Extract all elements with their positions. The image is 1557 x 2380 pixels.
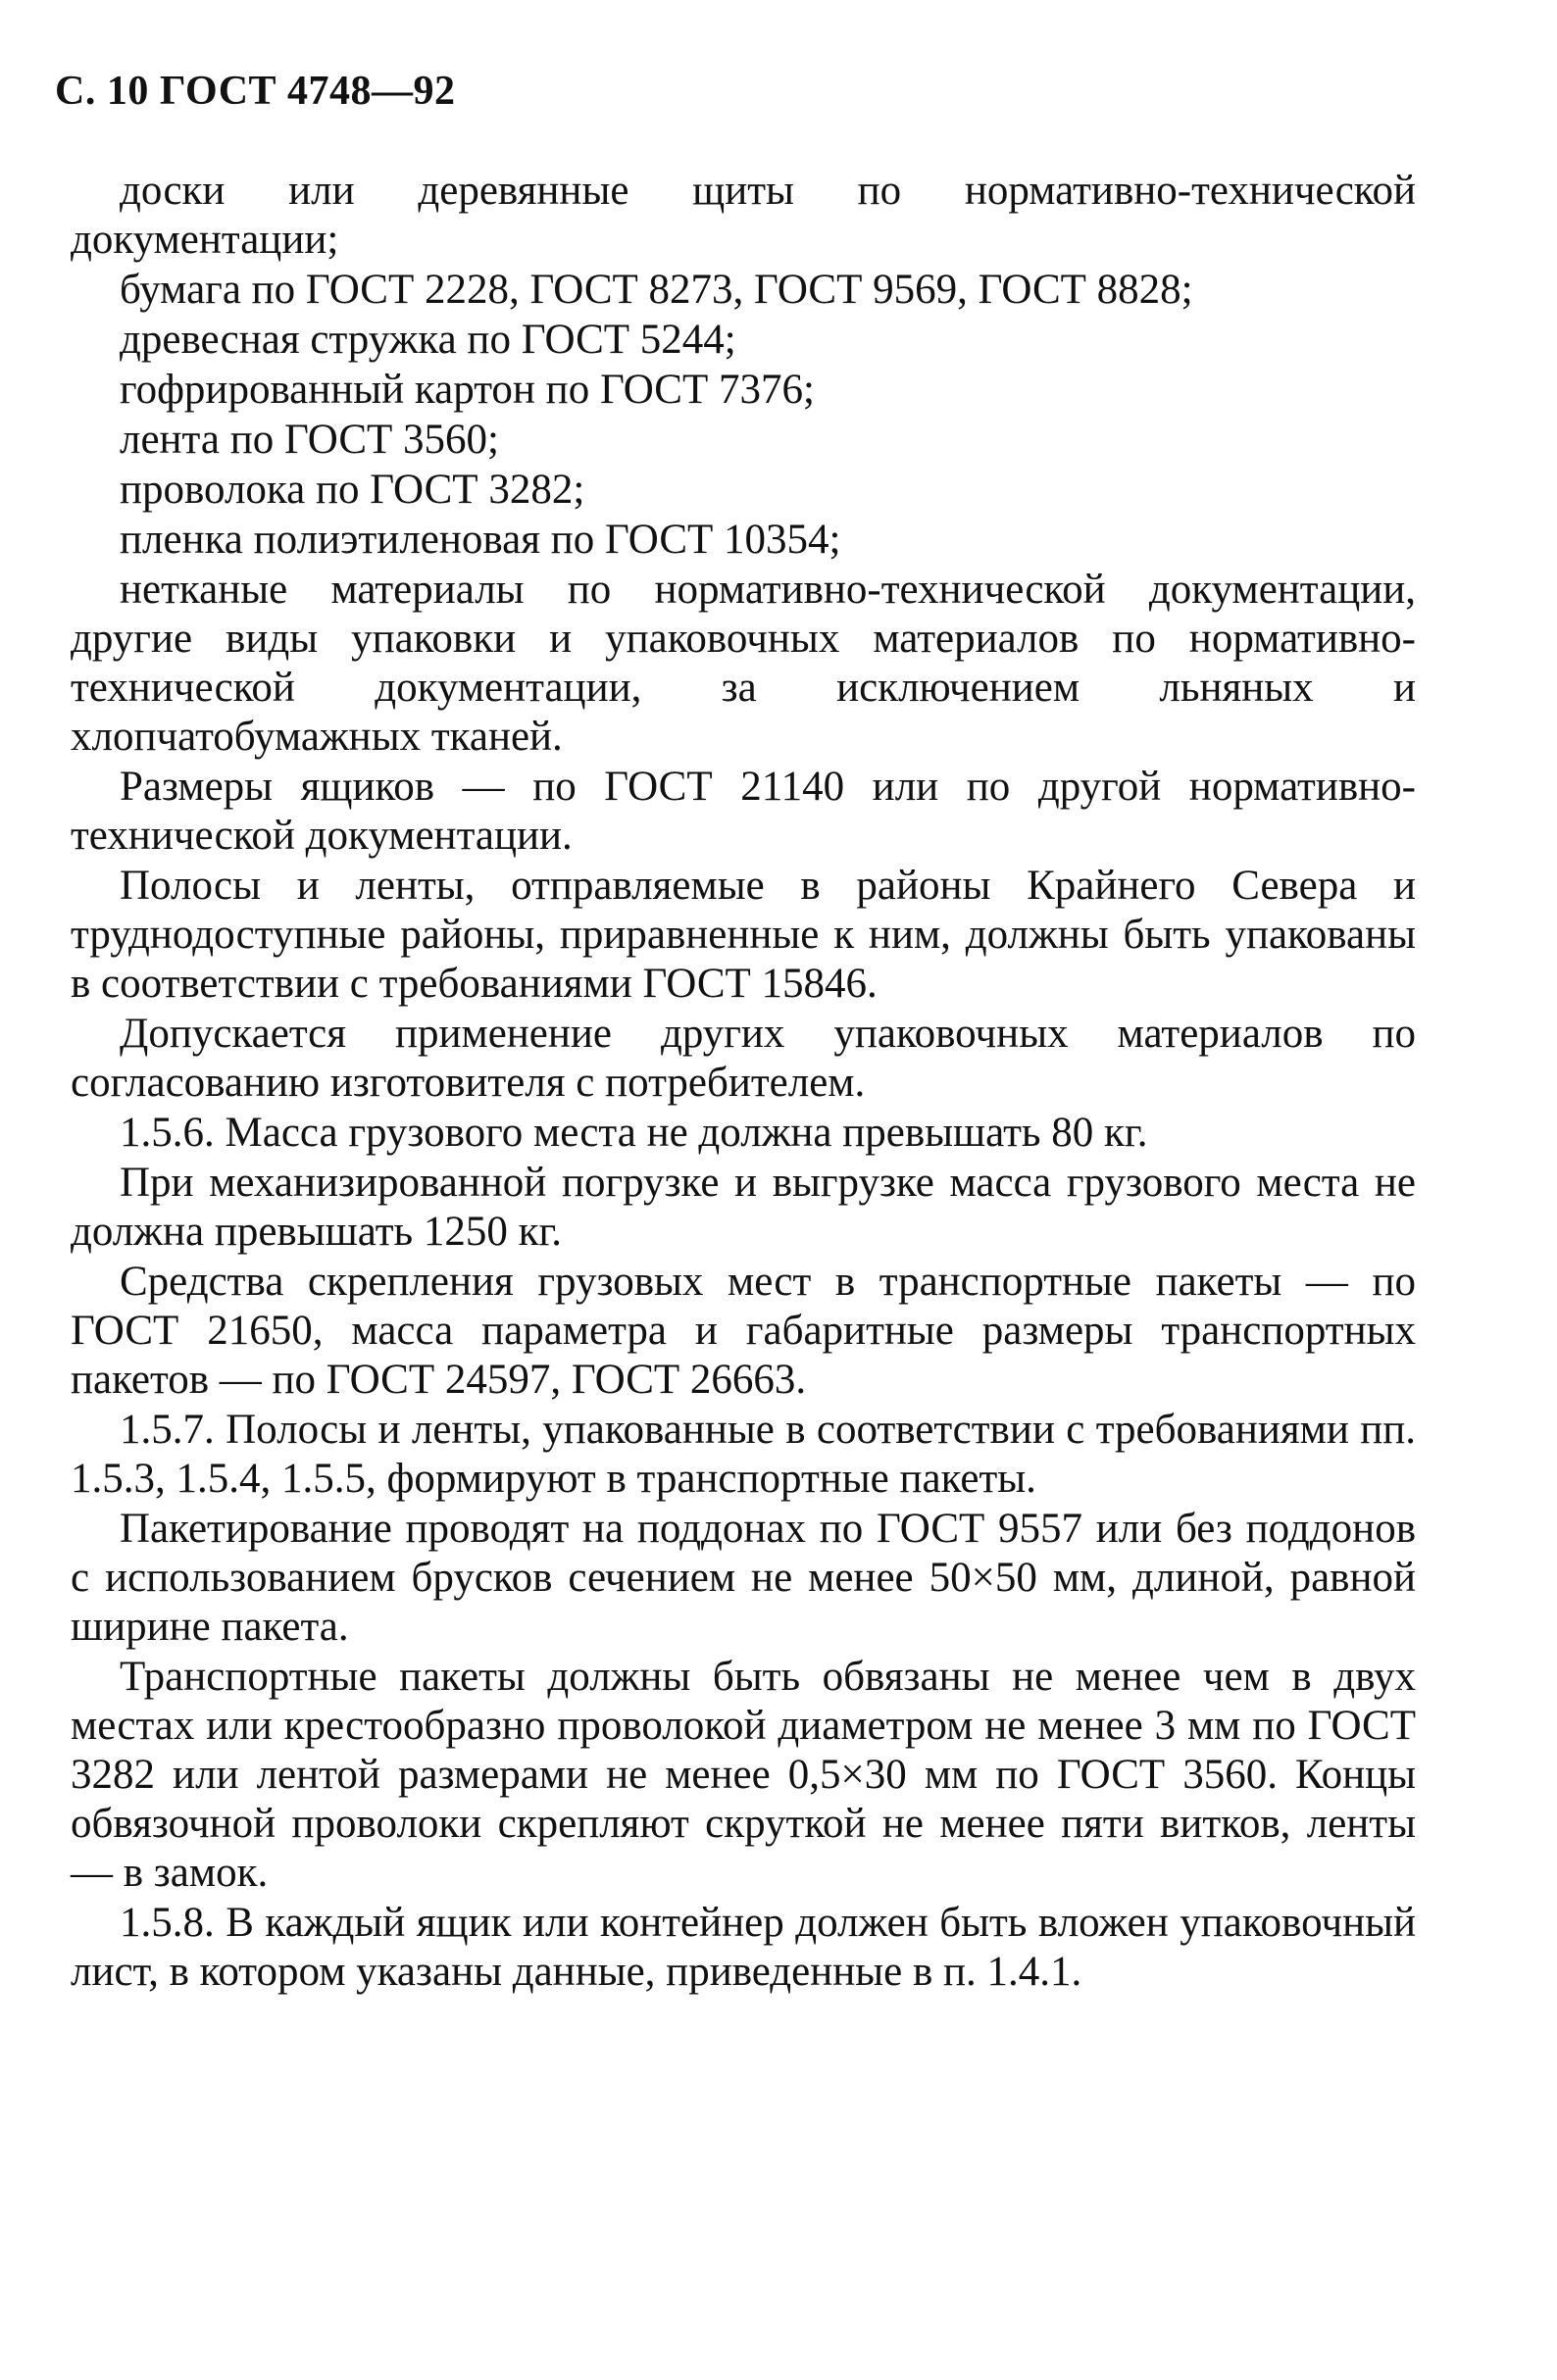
paragraph-strapping: Транспортные пакеты должны быть обвязаны не менее чем в двух местах или крестообразно проволокой диаметром не менее 3 мм по ГОСТ 3282 или лентой размерами не менее 0,5×30 мм по ГОСТ 3560. Концы обвязочной проволоки скрепляют скруткой не менее пяти витков, ленты — в замок. bbox=[71, 1654, 1416, 1896]
paragraph-1-5-6: 1.5.6. Масса грузового места не должна превышать 80 кг. bbox=[120, 1110, 1148, 1156]
paragraph-paper: бумага по ГОСТ 2228, ГОСТ 8273, ГОСТ 9569, ГОСТ 8828; bbox=[120, 267, 1193, 313]
paragraph-far-north: Полосы и ленты, отправляемые в районы Крайнего Севера и труднодоступные районы, приравненные к ним, должны быть упакованы в соответствии с требованиями ГОСТ 15846. bbox=[71, 863, 1416, 1007]
paragraph-nonwoven-materials: нетканые материалы по нормативно-технической документации, другие виды упаковки и упаковочных материалов по нормативно-технической документации, за исключением льняных и хлопчатобумажных тканей. bbox=[71, 567, 1416, 760]
paragraph-wood-shavings: древесная стружка по ГОСТ 5244; bbox=[120, 317, 736, 363]
paragraph-palletizing: Пакетирование проводят на поддонах по ГОСТ 9557 или без поддонов с использованием брусков сечением не менее 50×50 мм, длиной, равной ширине пакета. bbox=[71, 1506, 1416, 1650]
paragraph-boards: доски или деревянные щиты по нормативно-технической документации; bbox=[71, 168, 1416, 263]
paragraph-polyethylene-film: пленка полиэтиленовая по ГОСТ 10354; bbox=[120, 517, 841, 563]
body-text bbox=[71, 167, 1416, 1998]
paragraph-mechanized-loading: При механизированной погрузке и выгрузке масса грузового места не должна превышать 1250 кг. bbox=[71, 1160, 1416, 1255]
paragraph-tape: лента по ГОСТ 3560; bbox=[120, 417, 499, 463]
page-number: С. 10 bbox=[55, 69, 149, 114]
paragraph-box-sizes: Размеры ящиков — по ГОСТ 21140 или по другой нормативно-технической документации. bbox=[71, 764, 1416, 859]
paragraph-fastening-means: Средства скрепления грузовых мест в транспортные пакеты — по ГОСТ 21650, масса параметра и габаритные размеры транспортных пакетов — по ГОСТ 24597, ГОСТ 26663. bbox=[71, 1259, 1416, 1403]
paragraph-1-5-8: 1.5.8. В каждый ящик или контейнер должен быть вложен упаковочный лист, в котором указаны данные, приведенные в п. 1.4.1. bbox=[71, 1900, 1416, 1995]
paragraph-corrugated-cardboard: гофрированный картон по ГОСТ 7376; bbox=[120, 367, 815, 413]
paragraph-wire: проволока по ГОСТ 3282; bbox=[120, 467, 585, 513]
paragraph-1-5-7: 1.5.7. Полосы и ленты, упакованные в соответствии с требованиями пп. 1.5.3, 1.5.4, 1.5.5, формируют в транспортные пакеты. bbox=[71, 1407, 1416, 1502]
paragraph-other-materials: Допускается применение других упаковочных материалов по согласованию изготовителя с потребителем. bbox=[71, 1011, 1416, 1106]
page-header bbox=[55, 71, 456, 112]
standard-designation: ГОСТ 4748—92 bbox=[159, 69, 456, 114]
